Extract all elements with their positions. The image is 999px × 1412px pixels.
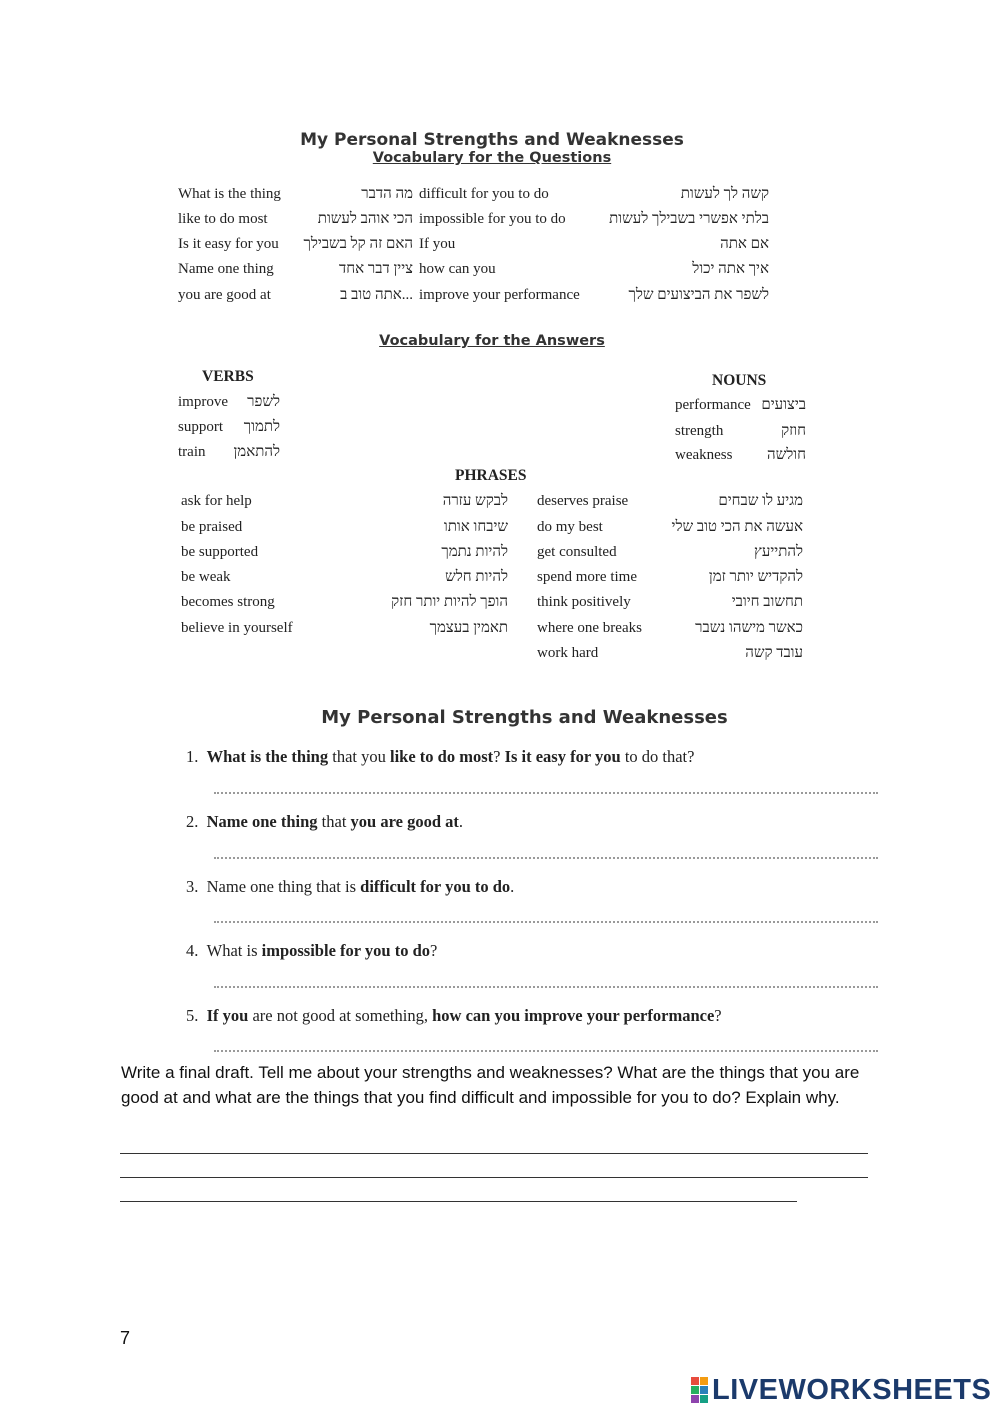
phrase-en: be praised xyxy=(181,519,243,535)
question-text: . xyxy=(458,812,463,831)
answer-line[interactable] xyxy=(214,857,878,859)
phrase-en: becomes strong xyxy=(181,594,275,610)
answer-line[interactable] xyxy=(214,1050,878,1052)
writing-line[interactable] xyxy=(120,1177,868,1178)
question-text: to do that? xyxy=(620,747,695,766)
questions-title: My Personal Strengths and Weaknesses xyxy=(321,707,728,728)
noun-he: חוזק xyxy=(781,423,806,439)
phrase-he: הופך להיות יותר חזק xyxy=(391,594,508,610)
vocab-answers-heading: Vocabulary for the Answers xyxy=(379,333,605,349)
question-item xyxy=(186,812,463,832)
phrase-en: spend more time xyxy=(537,569,637,585)
vocab-q-en2: improve your performance xyxy=(419,287,580,303)
question-bold: Is it easy for you xyxy=(504,747,621,766)
question-text: that you xyxy=(328,747,390,766)
question-text: are not good at something, xyxy=(248,1006,433,1025)
vocab-questions-heading: Vocabulary for the Questions xyxy=(372,150,612,166)
question-item xyxy=(186,941,437,961)
phrase-en: work hard xyxy=(537,645,599,661)
verb-en: improve xyxy=(178,394,228,410)
question-item xyxy=(186,877,514,897)
page-title: My Personal Strengths and Weaknesses xyxy=(300,130,684,150)
vocab-q-en1: Is it easy for you xyxy=(178,236,279,252)
question-item xyxy=(186,1006,722,1026)
vocab-q-en1: like to do most xyxy=(178,211,268,227)
vocab-q-he1: מה הדבר xyxy=(361,186,413,202)
question-bold: you are good at xyxy=(350,812,459,831)
verb-en: train xyxy=(178,444,206,460)
question-bold: how can you improve your performance xyxy=(432,1006,715,1025)
page-number: 7 xyxy=(120,1328,131,1348)
phrase-he: להיות חלש xyxy=(445,569,508,585)
phrase-he: לבקש עזרה xyxy=(442,493,508,509)
question-text: Name one thing that is xyxy=(206,877,361,896)
phrase-en: think positively xyxy=(537,594,631,610)
question-number: 3. xyxy=(186,877,199,896)
phrase-en: be weak xyxy=(181,569,231,585)
vocab-q-he2: אם אתה xyxy=(720,236,769,252)
vocab-q-en1: Name one thing xyxy=(178,261,274,277)
phrase-en: do my best xyxy=(537,519,603,535)
vocab-q-he2: לשפר את הביצועים שלך xyxy=(628,287,769,303)
answer-line[interactable] xyxy=(214,792,878,794)
phrase-he: תחשוב חיובי xyxy=(731,594,803,610)
final-draft-instructions: Write a final draft. Tell me about your strengths and weaknesses? What are the things that you are good at and what are the things that you find difficult and impossible for you to do? Explain why. xyxy=(121,1063,860,1107)
vocab-q-en1: What is the thing xyxy=(178,186,281,202)
phrases-heading: PHRASES xyxy=(455,467,527,484)
writing-line[interactable] xyxy=(120,1153,868,1154)
vocab-q-he1: ...אתה טוב ב xyxy=(340,287,413,303)
verb-he: להתאמן xyxy=(233,444,280,460)
verb-en: support xyxy=(178,419,223,435)
question-text: . xyxy=(510,877,515,896)
phrase-en: be supported xyxy=(181,544,259,560)
vocab-q-en2: how can you xyxy=(419,261,496,277)
question-number: 2. xyxy=(186,812,199,831)
question-bold: difficult for you to do xyxy=(360,877,511,896)
writing-line[interactable] xyxy=(120,1201,797,1202)
vocab-q-en2: impossible for you to do xyxy=(419,211,566,227)
question-bold: What is the thing xyxy=(206,747,329,766)
question-text: ? xyxy=(714,1006,722,1025)
vocab-q-en2: If you xyxy=(419,236,456,252)
vocab-q-he2: קשה לך לעשות xyxy=(680,186,769,202)
verbs-heading: VERBS xyxy=(202,368,254,385)
phrase-he: כאשר מישהו נשבר xyxy=(695,620,803,636)
verb-he: לשפר xyxy=(247,394,280,410)
noun-en: weakness xyxy=(675,447,733,463)
phrase-he: שיבחו אותו xyxy=(443,519,508,535)
phrase-he: להתייעץ xyxy=(754,544,803,560)
vocab-q-he1: האם זה קל בשבילך xyxy=(303,236,413,252)
phrase-en: get consulted xyxy=(537,544,617,560)
liveworksheets-logo-text: LIVEWORKSHEETS xyxy=(712,1374,992,1406)
verb-he: לתמוך xyxy=(243,419,280,435)
vocab-q-he2: איך אתה יכול xyxy=(692,261,769,277)
question-text: that xyxy=(317,812,351,831)
phrase-he: מגיע לו שבחים xyxy=(718,493,803,509)
noun-he: ביצועים xyxy=(761,397,806,413)
phrase-en: believe in yourself xyxy=(181,620,293,636)
noun-en: performance xyxy=(675,397,751,413)
question-bold: If you xyxy=(206,1006,249,1025)
answer-line[interactable] xyxy=(214,921,878,923)
phrase-he: תאמין בעצמך xyxy=(429,620,508,636)
phrase-he: להיות נתמך xyxy=(441,544,508,560)
vocab-q-he2: בלתי אפשרי בשבילך לעשות xyxy=(609,211,769,227)
noun-en: strength xyxy=(675,423,724,439)
question-bold: like to do most xyxy=(389,747,494,766)
question-text: ? xyxy=(493,747,505,766)
phrase-en: ask for help xyxy=(181,493,252,509)
question-number: 1. xyxy=(186,747,199,766)
question-text: ? xyxy=(430,941,438,960)
phrase-he: אעשה את הכי טוב שלי xyxy=(671,519,803,535)
answer-line[interactable] xyxy=(214,986,878,988)
phrase-en: where one breaks xyxy=(537,620,642,636)
vocab-q-he1: ציין דבר אחד xyxy=(339,261,413,277)
question-bold: impossible for you to do xyxy=(261,941,431,960)
question-number: 5. xyxy=(186,1006,199,1025)
phrase-en: deserves praise xyxy=(537,493,629,509)
vocab-q-en2: difficult for you to do xyxy=(419,186,549,202)
noun-he: חולשה xyxy=(767,447,806,463)
question-item xyxy=(186,747,694,767)
vocab-q-he1: הכי אוהב לעשות xyxy=(317,211,413,227)
phrase-he: עובד קשה xyxy=(745,645,803,661)
phrase-he: להקדיש יותר זמן xyxy=(708,569,803,585)
question-bold: Name one thing xyxy=(206,812,318,831)
vocab-q-en1: you are good at xyxy=(178,287,271,303)
question-text: What is xyxy=(206,941,262,960)
nouns-heading: NOUNS xyxy=(712,372,767,389)
question-number: 4. xyxy=(186,941,199,960)
